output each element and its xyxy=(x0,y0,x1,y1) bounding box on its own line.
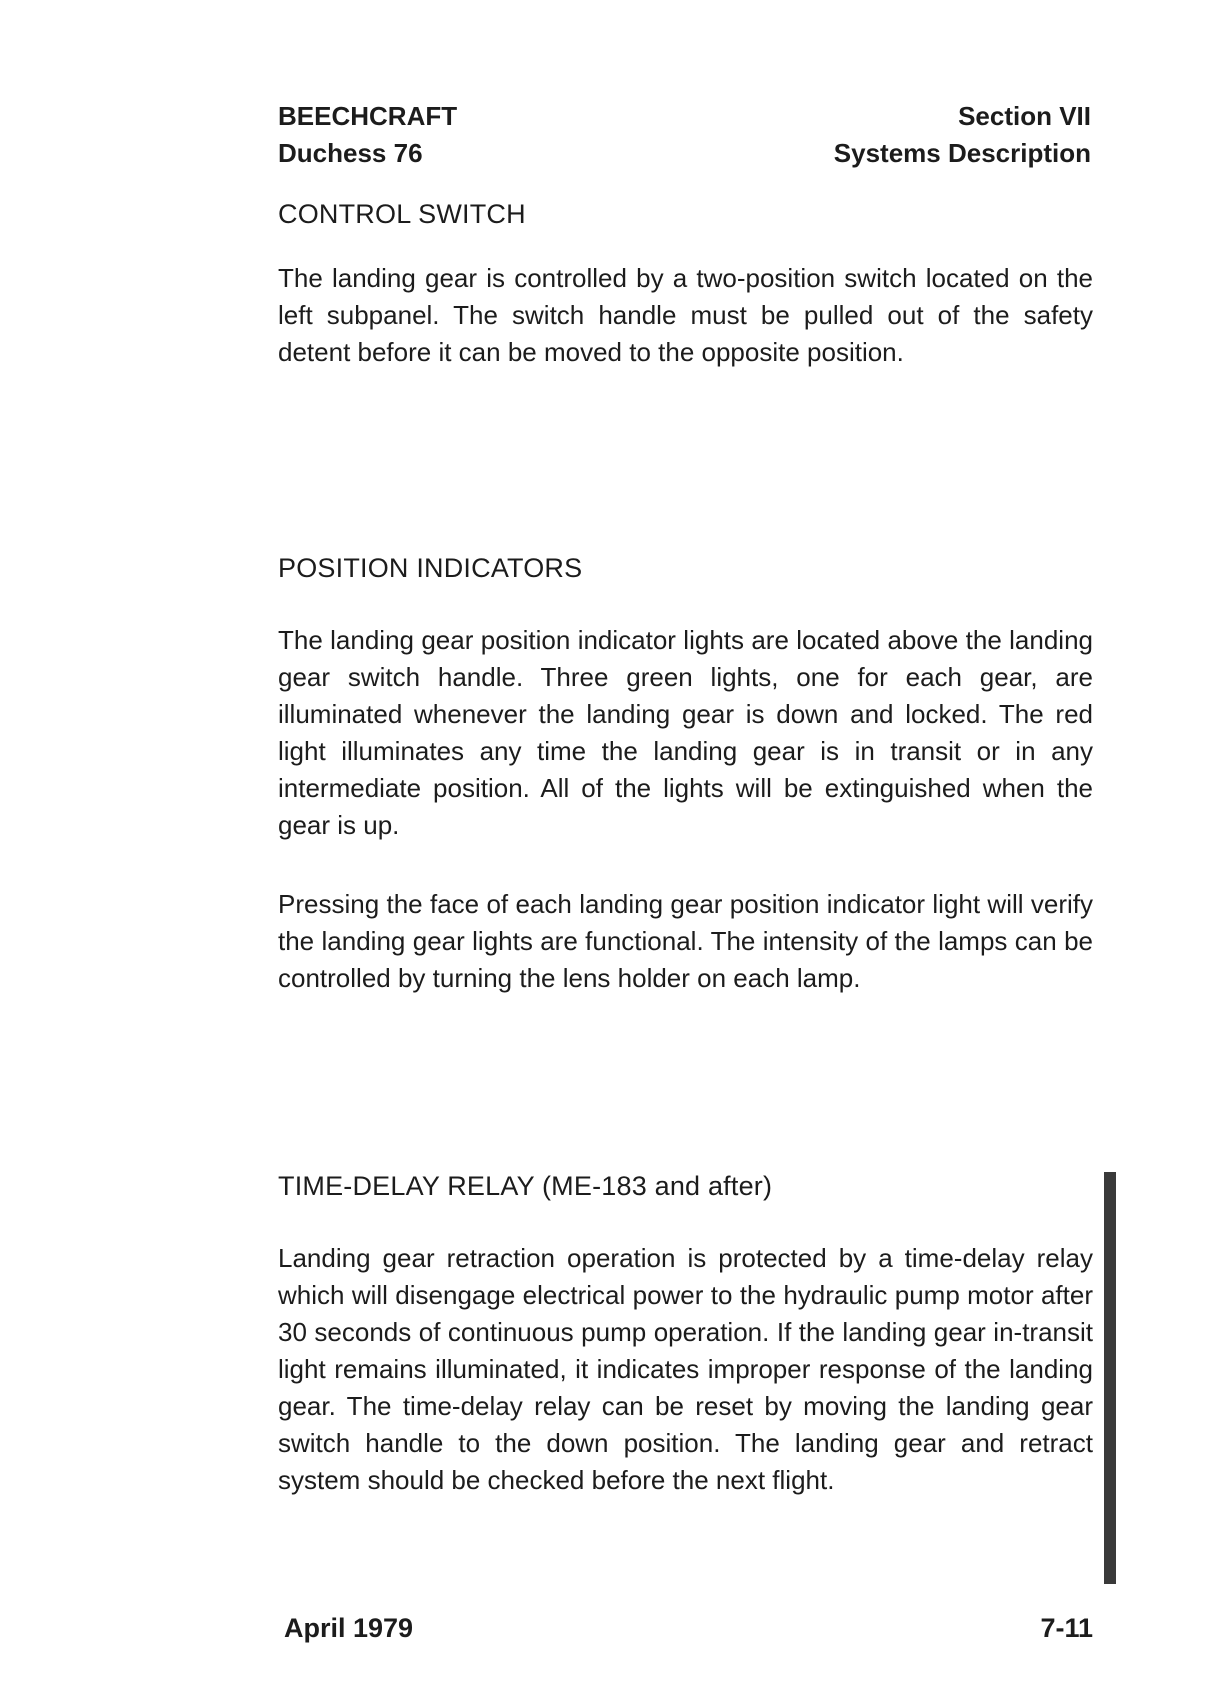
paragraph-position-indicators-2: Pressing the face of each landing gear position indicator light will verify the landing gear lights are functional. The intensity of the lamps can be controlled by turning the lens holder on each lamp. xyxy=(278,889,1093,993)
manufacturer-name: BEECHCRAFT xyxy=(278,101,458,131)
paragraph-position-indicators-1: The landing gear position indicator lights are located above the landing gear switch handle. Three green lights, one for each gear, are illuminated whenever the landing gear is down and locked. The red light illuminates any time the landing gear is in transit or in any intermediate position. All of the lights will be extinguished when the gear is up. xyxy=(278,625,1093,840)
section-heading-control-switch: CONTROL SWITCH xyxy=(278,199,526,229)
aircraft-model: Duchess 76 xyxy=(278,138,423,168)
section-heading-time-delay-relay: TIME-DELAY RELAY (ME-183 and after) xyxy=(278,1171,773,1201)
manual-header-right xyxy=(780,98,1091,172)
paragraph-time-delay-relay: Landing gear retraction operation is protected by a time-delay relay which will disengage electrical power to the hydraulic pump motor after 30 seconds of continuous pump operation. If the landing gear in-transit light remains illuminated, it indicates improper response of the landing gear. The time-delay relay can be reset by moving the landing gear switch handle to the down position. The landing gear and retract system should be checked before the next flight. xyxy=(278,1243,1093,1495)
revision-change-bar xyxy=(1104,1172,1116,1584)
footer-date: April 1979 xyxy=(284,1613,414,1643)
section-heading-position-indicators: POSITION INDICATORS xyxy=(278,553,583,583)
paragraph-control-switch: The landing gear is controlled by a two-position switch located on the left subpanel. The switch handle must be pulled out of the safety detent before it can be moved to the opposite position. xyxy=(278,263,1093,367)
section-title: Systems Description xyxy=(833,138,1091,168)
manual-header-left xyxy=(278,98,457,172)
footer-page-number: 7-11 xyxy=(1040,1613,1093,1643)
section-number: Section VII xyxy=(958,101,1091,131)
